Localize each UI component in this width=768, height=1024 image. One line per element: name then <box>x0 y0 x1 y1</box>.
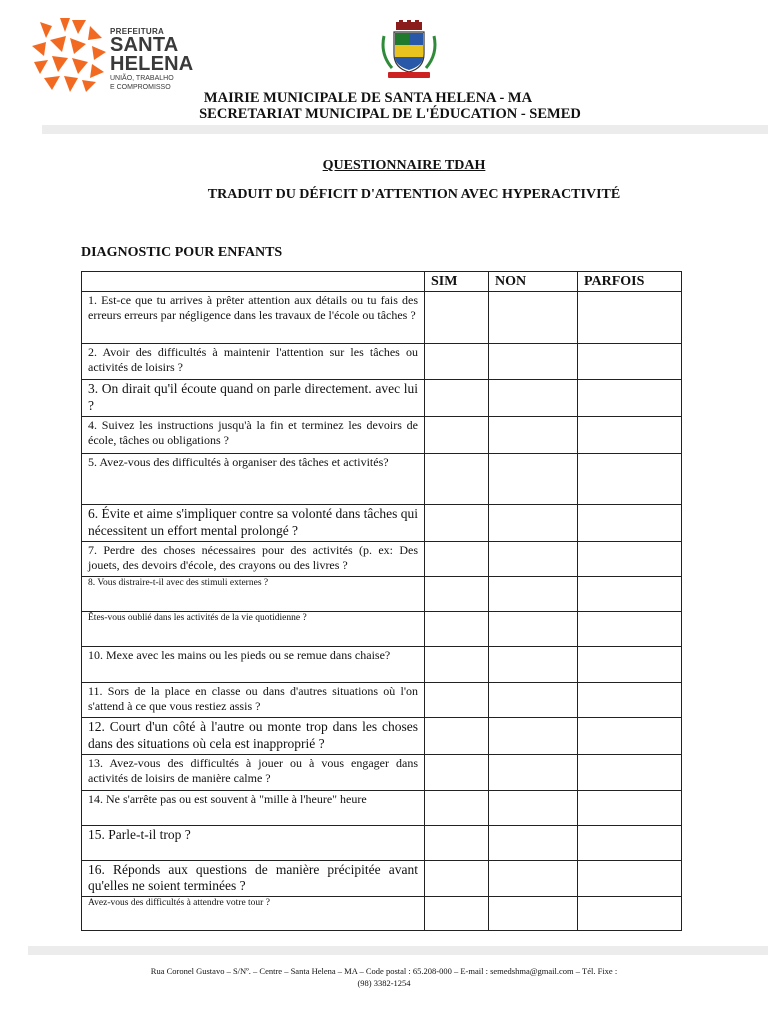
answer-cell-non[interactable] <box>489 860 578 897</box>
answer-cell-parfois[interactable] <box>578 754 682 790</box>
answer-cell-non[interactable] <box>489 344 578 380</box>
question-row <box>82 453 682 504</box>
question-text: 15. Parle-t-il trop ? <box>82 825 425 860</box>
answer-cell-sim[interactable] <box>425 682 489 717</box>
question-row <box>82 860 682 897</box>
answer-cell-non[interactable] <box>489 682 578 717</box>
answer-cell-parfois[interactable] <box>578 682 682 717</box>
footer-divider <box>28 946 768 955</box>
answer-cell-non[interactable] <box>489 576 578 611</box>
answer-cell-parfois[interactable] <box>578 541 682 576</box>
question-row <box>82 344 682 380</box>
answer-cell-non[interactable] <box>489 717 578 754</box>
question-text: 11. Sors de la place en classe ou dans d'autres situations où l'on s'attend à ce que vous restiez assis ? <box>82 682 425 717</box>
question-text: 14. Ne s'arrête pas ou est souvent à "mille à l'heure" heure <box>82 790 425 825</box>
logo-line-prefeitura: PREFEITURA <box>110 27 165 36</box>
document-title: QUESTIONNAIRE TDAH <box>322 158 486 173</box>
answer-cell-non[interactable] <box>489 416 578 453</box>
question-row <box>82 416 682 453</box>
column-header-non: NON <box>489 272 578 292</box>
question-text: 12. Court d'un côté à l'autre ou monte trop dans les choses dans des situations où cela est inapproprié ? <box>82 717 425 754</box>
answer-cell-sim[interactable] <box>425 860 489 897</box>
question-row <box>82 790 682 825</box>
question-text: 8. Vous distraire-t-il avec des stimuli externes ? <box>82 576 425 611</box>
question-row <box>82 897 682 931</box>
question-row <box>82 504 682 541</box>
answer-cell-parfois[interactable] <box>578 344 682 380</box>
question-row <box>82 611 682 646</box>
table-header-row <box>82 272 682 292</box>
question-text: Avez-vous des difficultés à attendre votre tour ? <box>82 897 425 931</box>
answer-cell-non[interactable] <box>489 897 578 931</box>
question-text: 5. Avez-vous des difficultés à organiser des tâches et activités? <box>82 453 425 504</box>
footer-phone: (98) 3382-1254 <box>357 978 411 989</box>
answer-cell-sim[interactable] <box>425 754 489 790</box>
question-text: 2. Avoir des difficultés à maintenir l'attention sur les tâches ou activités de loisirs ? <box>82 344 425 380</box>
answer-cell-parfois[interactable] <box>578 611 682 646</box>
header-divider <box>42 125 768 134</box>
answer-cell-sim[interactable] <box>425 416 489 453</box>
answer-cell-sim[interactable] <box>425 453 489 504</box>
answer-cell-sim[interactable] <box>425 380 489 417</box>
question-text: 6. Évite et aime s'impliquer contre sa volonté dans tâches qui nécessitent un effort mental prolongé ? <box>82 504 425 541</box>
prefeitura-logo <box>30 16 200 96</box>
question-text: 16. Réponds aux questions de manière précipitée avant qu'elles ne soient terminées ? <box>82 860 425 897</box>
question-row <box>82 292 682 344</box>
logo-tagline-1: UNIÃO, TRABALHO <box>110 75 174 82</box>
question-text: Êtes-vous oublié dans les activités de la vie quotidienne ? <box>82 611 425 646</box>
question-row <box>82 754 682 790</box>
document-subtitle: TRADUIT DU DÉFICIT D'ATTENTION AVEC HYPERACTIVITÉ <box>207 187 621 202</box>
answer-cell-sim[interactable] <box>425 292 489 344</box>
answer-cell-sim[interactable] <box>425 825 489 860</box>
answer-cell-non[interactable] <box>489 504 578 541</box>
question-text: 3. On dirait qu'il écoute quand on parle directement. avec lui ? <box>82 380 425 417</box>
column-header-parfois: PARFOIS <box>578 272 682 292</box>
santa-helena-logo-icon <box>30 16 108 94</box>
answer-cell-parfois[interactable] <box>578 646 682 682</box>
logo-text <box>110 28 193 91</box>
answer-cell-non[interactable] <box>489 453 578 504</box>
question-text: 13. Avez-vous des difficultés à jouer ou à vous engager dans activités de loisirs de manière calme ? <box>82 754 425 790</box>
answer-cell-parfois[interactable] <box>578 416 682 453</box>
question-text: 10. Mexe avec les mains ou les pieds ou se remue dans chaise? <box>82 646 425 682</box>
answer-cell-non[interactable] <box>489 611 578 646</box>
question-text: 1. Est-ce que tu arrives à prêter attention aux détails ou tu fais des erreurs erreurs par négligence dans les travaux de l'école ou tâches ? <box>82 292 425 344</box>
logo-line-helena: HELENA <box>110 53 194 75</box>
answer-cell-parfois[interactable] <box>578 380 682 417</box>
answer-cell-sim[interactable] <box>425 576 489 611</box>
answer-cell-sim[interactable] <box>425 344 489 380</box>
answer-cell-non[interactable] <box>489 380 578 417</box>
answer-cell-non[interactable] <box>489 825 578 860</box>
answer-cell-parfois[interactable] <box>578 860 682 897</box>
answer-cell-parfois[interactable] <box>578 790 682 825</box>
questionnaire-body <box>82 292 682 931</box>
question-text: 7. Perdre des choses nécessaires pour des activités (p. ex: Des jouets, des devoirs d'école, des crayons ou des livres ? <box>82 541 425 576</box>
question-row <box>82 682 682 717</box>
answer-cell-non[interactable] <box>489 292 578 344</box>
answer-cell-sim[interactable] <box>425 790 489 825</box>
header-line-1: MAIRIE MUNICIPALE DE SANTA HELENA - MA <box>203 90 533 106</box>
logo-tagline-2: E COMPROMISSO <box>110 83 171 91</box>
column-header-sim: SIM <box>425 272 489 292</box>
municipal-crest-icon <box>378 20 440 82</box>
section-heading: DIAGNOSTIC POUR ENFANTS <box>81 245 283 260</box>
question-row <box>82 825 682 860</box>
logo-line-santa: SANTA <box>110 34 179 56</box>
questionnaire-table <box>81 271 682 931</box>
page-footer <box>0 965 768 990</box>
answer-cell-sim[interactable] <box>425 611 489 646</box>
answer-cell-parfois[interactable] <box>578 576 682 611</box>
answer-cell-parfois[interactable] <box>578 825 682 860</box>
answer-cell-parfois[interactable] <box>578 292 682 344</box>
answer-cell-parfois[interactable] <box>578 453 682 504</box>
question-text: 4. Suivez les instructions jusqu'à la fin et terminez les devoirs de école, tâches ou obligations ? <box>82 416 425 453</box>
question-row <box>82 646 682 682</box>
answer-cell-sim[interactable] <box>425 646 489 682</box>
question-row <box>82 380 682 417</box>
question-row <box>82 541 682 576</box>
answer-cell-parfois[interactable] <box>578 504 682 541</box>
answer-cell-sim[interactable] <box>425 897 489 931</box>
answer-cell-sim[interactable] <box>425 504 489 541</box>
answer-cell-parfois[interactable] <box>578 717 682 754</box>
answer-cell-parfois[interactable] <box>578 897 682 931</box>
question-row <box>82 717 682 754</box>
answer-cell-non[interactable] <box>489 790 578 825</box>
footer-address: Rua Coronel Gustavo – S/Nº. – Centre – Santa Helena – MA – Code postal : 65.208-000 – E-mail : semedshma@gmail.com – Tél. Fixe : <box>150 966 618 976</box>
answer-cell-non[interactable] <box>489 646 578 682</box>
answer-cell-sim[interactable] <box>425 717 489 754</box>
answer-cell-non[interactable] <box>489 754 578 790</box>
question-row <box>82 576 682 611</box>
answer-cell-non[interactable] <box>489 541 578 576</box>
header-line-2: SECRETARIAT MUNICIPAL DE L'ÉDUCATION - SEMED <box>199 106 581 122</box>
question-column-header <box>82 272 425 292</box>
answer-cell-sim[interactable] <box>425 541 489 576</box>
